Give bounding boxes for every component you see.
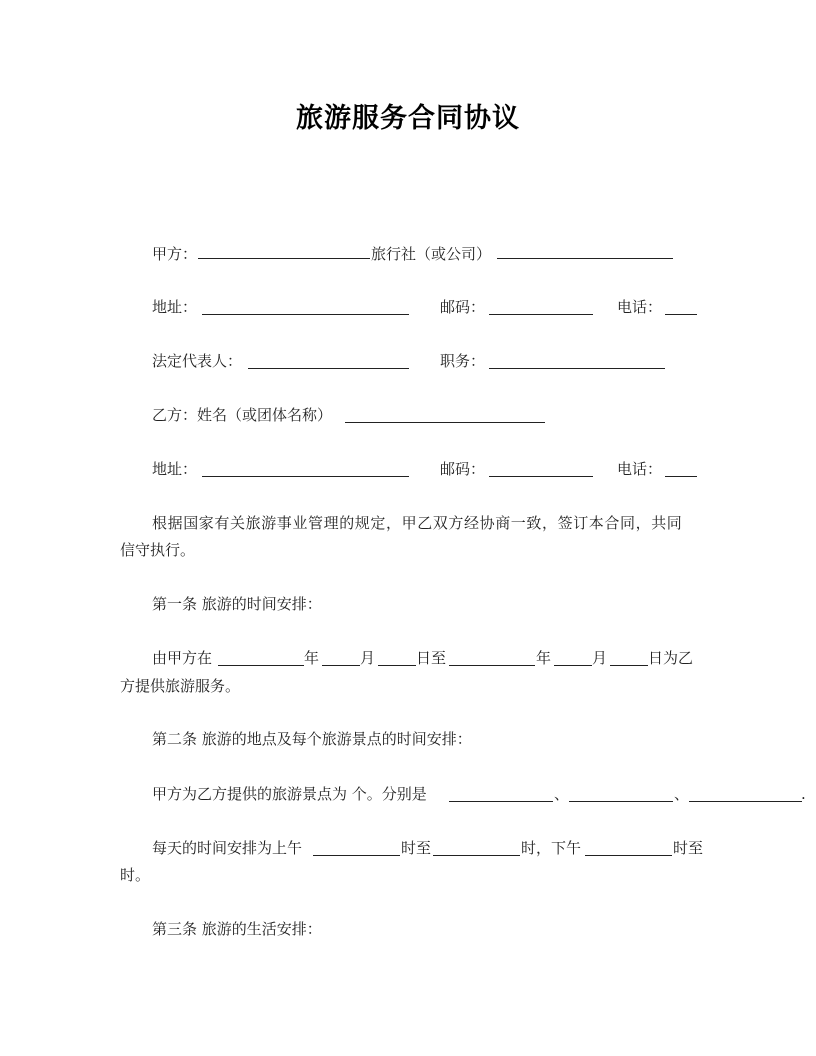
preamble-line-1: 根据国家有关旅游事业管理的规定，甲乙双方经协商一致，签订本合同，共同 [152,514,683,532]
schedule-text-1: 每天的时间安排为上午 [152,839,303,857]
schedule-text-4: 时至 [673,839,704,857]
separator-1: 、 [554,785,570,803]
party-b-postcode-blank[interactable] [489,461,593,477]
article-3-heading: 第三条 旅游的生活安排： [152,920,322,938]
separator-2: 、 [674,785,690,803]
morning-start-blank[interactable] [313,840,400,856]
party-b-label: 乙方：姓名（或团体名称） [152,406,333,424]
start-year-blank[interactable] [218,650,304,666]
end-month-blank[interactable] [554,650,592,666]
article-2-heading: 第二条 旅游的地点及每个旅游景点的时间安排： [152,730,472,748]
sites-end-mark: . [801,785,806,803]
party-b-name-blank[interactable] [345,407,545,423]
party-b-phone-blank[interactable] [665,461,697,477]
day-to-label: 日至 [416,649,447,667]
party-a-postcode-blank[interactable] [489,299,593,315]
end-day-blank[interactable] [610,650,648,666]
site-3-blank[interactable] [689,786,802,802]
year-label-2: 年 [536,649,552,667]
document-title: 旅游服务合同协议 [296,103,520,134]
article-1-text-1: 由甲方在 [152,649,213,667]
site-1-blank[interactable] [449,786,553,802]
month-label-2: 月 [592,649,608,667]
party-a-phone-blank[interactable] [665,299,697,315]
party-a-phone-label: 电话： [617,298,663,316]
agency-label: 旅行社（或公司） [371,245,492,263]
schedule-text-3: 时，下午 [521,839,582,857]
article-1-text-2: 方提供旅游服务。 [120,677,241,695]
legal-rep-label: 法定代表人： [152,352,243,370]
morning-end-blank[interactable] [433,840,520,856]
party-a-line [152,243,674,264]
start-month-blank[interactable] [322,650,360,666]
sites-prefix: 甲方为乙方提供的旅游景点为 个。分别是 [152,785,427,803]
party-a-address-blank[interactable] [202,299,409,315]
article-1-heading: 第一条 旅游的时间安排： [152,595,322,613]
afternoon-start-blank[interactable] [585,840,672,856]
party-b-address-label: 地址： [152,460,198,478]
position-label: 职务： [440,352,486,370]
party-a-address-label: 地址： [152,298,198,316]
start-day-blank[interactable] [378,650,416,666]
preamble-line-2: 信守执行。 [120,541,196,559]
party-b-postcode-label: 邮码： [440,460,486,478]
year-label-1: 年 [304,649,320,667]
day-for-label: 日为乙 [648,649,694,667]
month-label-1: 月 [360,649,376,667]
party-a-label: 甲方： [152,245,198,263]
site-2-blank[interactable] [569,786,673,802]
party-b-address-blank[interactable] [202,461,409,477]
schedule-text-line-2: 时。 [120,866,151,884]
position-blank[interactable] [489,353,665,369]
agency-name-blank[interactable] [497,243,673,259]
party-a-name-blank[interactable] [198,243,370,259]
end-year-blank[interactable] [449,650,535,666]
legal-rep-blank[interactable] [248,353,409,369]
party-b-phone-label: 电话： [617,460,663,478]
schedule-text-2: 时至 [401,839,432,857]
party-a-postcode-label: 邮码： [440,298,486,316]
